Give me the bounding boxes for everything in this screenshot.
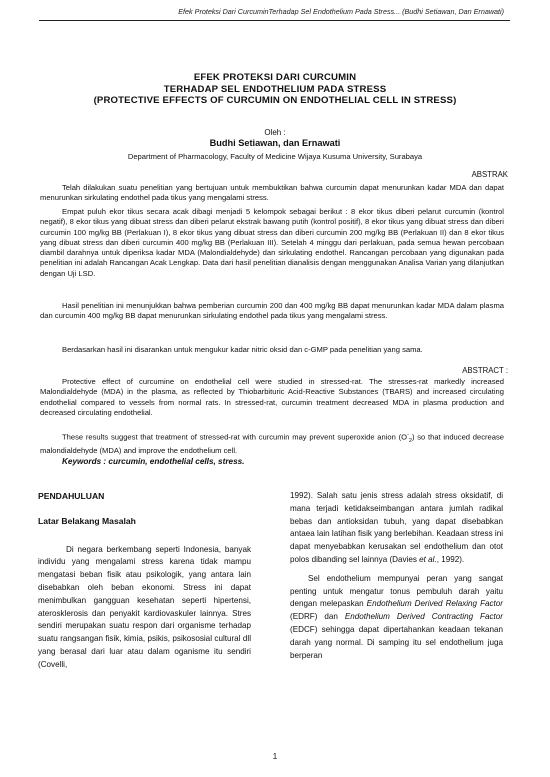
body-right-column [290,490,503,662]
running-header: Efek Proteksi Dari CurcuminTerhadap Sel Endothelium Pada Stress... (Budhi Setiawan, Dan Ernawati) [178,7,504,16]
text-run-italic: Endothelium Derived Contracting Factor [344,612,503,622]
section-heading: PENDAHULUAN [38,491,105,501]
superoxide-charge: - [407,432,409,438]
body-paragraph-right-2 [290,573,503,663]
abstract-p2-text-b: ) so that induced decrease malondialdehyde (MDA) and improve the endothelium cell. [40,432,504,456]
text-run-italic: Endothelium Derived Relaxing Factor [366,599,504,609]
text-run: , 1992). [436,554,465,564]
abstrak-paragraph-1: Telah dilakukan suatu penelitian yang bertujuan untuk membuktikan bahwa curcumin dapat menurunkan kadar MDA dan dapat menurunkan sirkulating endothel pada tikus yang mengalami stress. [40,183,504,203]
page-number: 1 [272,752,278,761]
superoxide-subscript: 2 [408,438,412,445]
byline-oleh: Oleh : [264,128,286,137]
body-paragraph-right-1 [290,490,503,567]
text-run-italic: et al. [419,554,437,564]
abstrak-heading: ABSTRAK [471,170,508,179]
authors: Budhi Setiawan, dan Ernawati [209,138,341,148]
title-line-1: EFEK PROTEKSI DARI CURCUMIN [193,72,357,83]
subsection-heading: Latar Belakang Masalah [38,515,136,526]
abstrak-paragraph-4: Berdasarkan hasil ini disarankan untuk mengukur kadar nitric oksid dan c-GMP pada penelitian yang sama. [62,345,423,354]
abstrak-paragraph-3: Hasil penelitian ini menunjukkan bahwa pemberian curcumin 200 dan 400 mg/kg BB dapat menurunkan kadar MDA dalam plasma dan curcumin 400 mg/kg BB dapat menurunkan sirkulating endothel pada tikus yang mengalami stress. [40,301,504,321]
body-paragraph-left: Di negara berkembang seperti Indonesia, banyak individu yang mengalami stress karena tidak mampu mengatasi beban fisik atau psikologik, yang antara lain disebabkan oleh beban ekonomi. Stress ini dapat menimbulkan gangguan kesehatan seperti hipertensi, aterosklerosis dan penyakit kardiovaskuler lainnya. Stres sendiri merupakan suatu respon dari organisme terhadap suatu rangsangan fisik, kimia, psikis, psikososial cultural dll yang berasal dari luar atau dalam oganisme itu sendiri (Covelli, [38,544,251,669]
text-run: 1992). Salah satu jenis stress adalah stress oksidatif, di mana terjadi ketidakseimbangan antara jumlah radikal bebas dan antioksidan tubuh, yang dapat disebabkan antaea lain latihan fisik yang berlebihan. Keadaan stress ini dapat menyebabkan kerusakan sel endothelium dan otot polos dibanding sel lainnya (Davies [290,491,503,564]
header-rule [39,20,510,21]
abstract-paragraph-1: Protective effect of curcumine on endothelial cell were studied in stressed-rat. The stresses-rat markedly increased Malondialdehyde (MDA) in the plasma, as reflected by Thiobarbituric Acid-Reactive Substances (TBARS) and increased circulating endothelial compared to vessels from normal rats. In stressed-rat, curcumin treatment decreased MDA in plasma production and decreased circulating endothelial. [40,377,504,417]
abstract-heading: ABSTRACT : [462,366,508,375]
affiliation: Department of Pharmacology, Faculty of Medicine Wijaya Kusuma University, Surabaya [127,152,423,161]
title-line-2: TERHADAP SEL ENDOTHELIUM PADA STRESS [163,83,387,95]
title-line-3: (PROTECTIVE EFFECTS OF CURCUMIN ON ENDOTHELIAL CELL IN STRESS) [93,95,457,106]
keywords: Keywords : curcumin, endothelial cells, stress. [62,457,245,466]
body-left-column [38,490,251,672]
abstrak-paragraph-2: Empat puluh ekor tikus secara acak dibagi menjadi 5 kelompok sebagai berikut : 8 ekor tikus diberi pelarut curcumin (kontrol negatif), 8 ekor tikus yang dibuat stress dan diberi pelarut ekstrak bawang putih (kontrol positif), 8 ekor tikus yang dibuat stress dan diberi curcumin 100 mg/kg BB (Perlakuan I), 8 ekor tikus yang dibuat stress dan diberi curcumin 200 mg/kg BB (Perlakuan II) dan 8 ekor tikus yang dibuat stress dan diberi curcumin 400 mg/kg BB (Perlakuan III). Setelah 4 minggu dari perlakuan, pada semua hewan percobaan diambil darahnya untuk diperiksa kadar MDA (Malondialdehyde) dan sirkulating endothel. Rancangan percobaan yang digunakan pada penelitian ini adalah Rancangan Acak Lengkap. Data dari hasil penelitian dianalisis dengan menggunakan Analisa Varian yang dilanjutkan dengan Uji LSD. [40,207,504,278]
abstract-paragraph-2 [40,430,504,457]
text-run: (EDRF) dan [290,612,345,622]
text-run: Sel endothelium mempunyai peran yang sangat penting untuk mengatur tonus pembuluh darah yaitu dengan melepaskan [290,573,503,609]
paper-title [40,72,510,107]
abstract-p2-text-a: These results suggest that treatment of stressed-rat with curcumin may prevent superoxide anion (O [62,432,408,442]
text-run: (EDCF) sehingga dapat dipertahankan keadaan tekanan darah yang normal. Di samping itu sel endothelium juga berperan [290,624,503,660]
